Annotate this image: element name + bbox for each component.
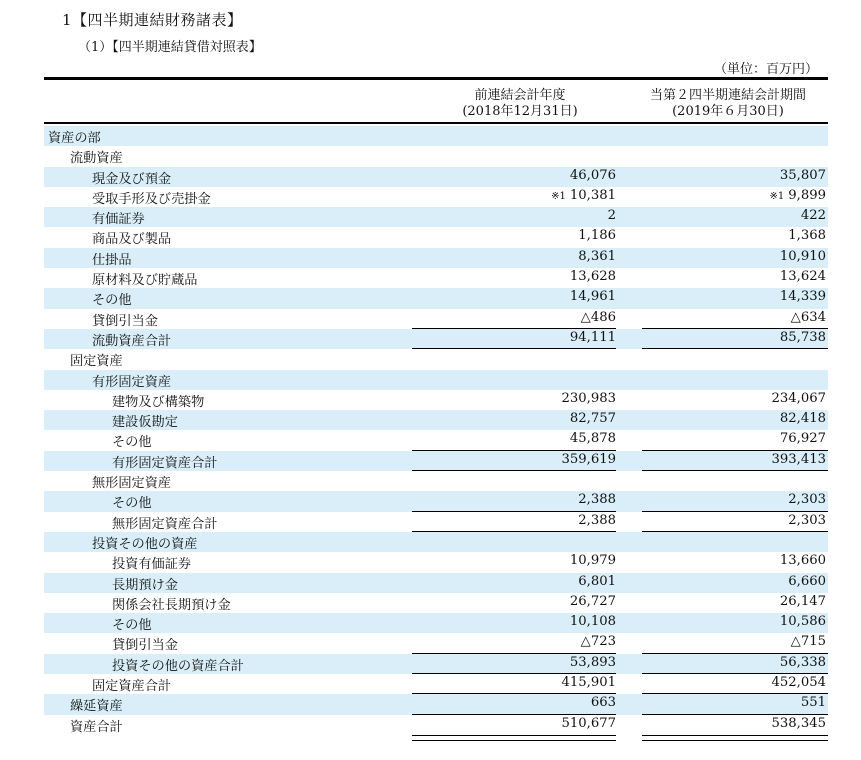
section-title: 1【四半期連結財務諸表】 <box>62 11 243 29</box>
table-row <box>44 126 828 146</box>
curr-value-text: 26,147 <box>779 593 826 609</box>
row-label: 有形固定資産 <box>92 374 172 390</box>
prev-value <box>570 168 616 183</box>
curr-value <box>788 228 826 243</box>
prev-value-text: 45,878 <box>569 431 616 447</box>
table-row <box>44 491 828 511</box>
curr-value <box>780 330 826 345</box>
prev-value-text: 10,108 <box>569 614 616 630</box>
curr-value <box>780 411 826 426</box>
curr-value-text: 2,303 <box>788 512 826 528</box>
prev-value-text: 46,076 <box>569 167 616 183</box>
curr-value <box>801 208 826 223</box>
prev-value <box>591 695 616 710</box>
row-label: 建物及び構築物 <box>112 394 205 410</box>
row-label: 仕掛品 <box>92 252 132 268</box>
table-row <box>44 715 828 735</box>
curr-value <box>788 574 826 589</box>
prev-value <box>561 675 616 690</box>
curr-value <box>788 513 826 528</box>
prev-value-text: 10,381 <box>569 187 616 203</box>
curr-value <box>780 655 826 670</box>
column-header-curr <box>628 88 828 120</box>
table-row <box>44 674 828 694</box>
prev-value-text: 663 <box>590 695 616 711</box>
curr-value-text: 422 <box>800 208 826 224</box>
curr-value-text: 13,660 <box>779 553 826 569</box>
table-row <box>44 471 828 491</box>
row-label: 長期預け金 <box>112 577 178 593</box>
curr-value <box>780 249 826 264</box>
prev-value-text: △723 <box>580 634 616 650</box>
prev-value-text: 2,388 <box>578 512 616 528</box>
prev-value <box>581 310 616 325</box>
prev-value-text: 14,961 <box>569 289 616 305</box>
curr-value-text: 452,054 <box>771 675 826 691</box>
row-label: 無形固定資産 <box>92 476 172 492</box>
table-row <box>44 370 828 390</box>
table-row <box>44 512 828 532</box>
table-row <box>44 593 828 613</box>
table-row <box>44 248 828 268</box>
curr-value <box>771 391 826 406</box>
prev-value-text: 8,361 <box>578 248 616 264</box>
header-rule <box>44 122 828 124</box>
curr-value <box>771 675 826 690</box>
prev-value-text: 94,111 <box>569 329 616 345</box>
row-label: 繰延資産 <box>70 699 123 715</box>
section-subtitle: （1）【四半期連結貸借対照表】 <box>78 40 262 55</box>
row-label: 流動資産合計 <box>92 333 172 349</box>
prev-value <box>570 289 616 304</box>
prev-value-text: 1,186 <box>578 228 616 244</box>
row-label: 有価証券 <box>92 212 145 228</box>
column-header-prev-line1: 前連結会計年度 <box>474 88 566 103</box>
curr-value-text: 551 <box>800 695 826 711</box>
table-row <box>44 451 828 471</box>
row-label: 投資その他の資産 <box>92 536 198 552</box>
table-row <box>44 654 828 674</box>
row-label: 貸倒引当金 <box>112 638 178 654</box>
curr-value-text: 538,345 <box>771 715 826 731</box>
row-label: その他 <box>92 293 132 309</box>
column-header-curr-line2: (2019年６月30日) <box>672 104 784 119</box>
table-row <box>44 329 828 349</box>
prev-value <box>570 269 616 284</box>
curr-value <box>801 695 826 710</box>
table-row <box>44 552 828 572</box>
prev-value <box>608 208 616 223</box>
row-label: その他 <box>112 435 152 451</box>
table-row <box>44 288 828 308</box>
curr-value <box>780 289 826 304</box>
row-label: 固定資産 <box>70 354 123 370</box>
prev-value <box>570 330 616 345</box>
prev-value-text: 415,901 <box>561 675 616 691</box>
column-header-prev-line2: (2018年12月31日) <box>462 104 578 119</box>
curr-value-text: 234,067 <box>771 390 826 406</box>
prev-value <box>570 614 616 629</box>
total-double-rule <box>642 735 828 741</box>
top-rule <box>44 77 828 80</box>
curr-value-text: 9,899 <box>788 187 826 203</box>
table-row <box>44 167 828 187</box>
row-label: 商品及び製品 <box>92 232 172 248</box>
curr-value <box>780 431 826 446</box>
prev-value-text: 13,628 <box>569 269 616 285</box>
row-label: 受取手形及び売掛金 <box>92 191 211 207</box>
prev-value-text: 2 <box>607 208 616 224</box>
prev-value-text: 359,619 <box>561 451 616 467</box>
prev-value <box>561 716 616 731</box>
table-row <box>44 349 828 369</box>
prev-value <box>578 574 616 589</box>
prev-value-text: 6,801 <box>578 573 616 589</box>
curr-value-text: △634 <box>790 309 826 325</box>
curr-value-text: 2,303 <box>788 492 826 508</box>
prev-value <box>561 391 616 406</box>
curr-value <box>780 594 826 609</box>
curr-value <box>791 634 826 649</box>
curr-value <box>771 716 826 731</box>
table-row <box>44 227 828 247</box>
prev-value <box>551 188 616 203</box>
curr-value <box>771 452 826 467</box>
row-label: 建設仮勘定 <box>112 415 178 431</box>
row-label: 無形固定資産合計 <box>112 516 218 532</box>
prev-value <box>578 249 616 264</box>
prev-value-text: 53,893 <box>569 654 616 670</box>
curr-value-text: 393,413 <box>771 451 826 467</box>
curr-value-text: 10,586 <box>779 614 826 630</box>
prev-value <box>561 452 616 467</box>
row-label: その他 <box>112 618 152 634</box>
prev-value-text: 26,727 <box>569 593 616 609</box>
row-label: その他 <box>112 496 152 512</box>
table-row <box>44 207 828 227</box>
column-header-prev <box>440 88 600 120</box>
curr-value-text: 10,910 <box>779 248 826 264</box>
table-row <box>44 633 828 653</box>
prev-value <box>570 594 616 609</box>
row-label: 有形固定資産合計 <box>112 455 218 471</box>
row-label: 関係会社長期預け金 <box>112 597 231 613</box>
prev-value-text: 10,979 <box>569 553 616 569</box>
note-mark: ※1 <box>769 190 785 202</box>
curr-value-text: 14,339 <box>779 289 826 305</box>
column-header-curr-line1: 当第２四半期連結会計期間 <box>649 88 806 103</box>
row-label: 投資その他の資産合計 <box>112 658 244 674</box>
prev-value-text: △486 <box>580 309 616 325</box>
curr-value <box>769 188 826 203</box>
curr-value-text: 6,660 <box>788 573 826 589</box>
curr-value-text: 56,338 <box>779 654 826 670</box>
row-label: 貸倒引当金 <box>92 313 158 329</box>
curr-value <box>791 310 826 325</box>
curr-value-text: 82,418 <box>779 411 826 427</box>
table-row <box>44 390 828 410</box>
row-label: 資産の部 <box>48 131 101 146</box>
curr-value-text: 85,738 <box>779 329 826 345</box>
curr-value-text: △715 <box>790 634 826 650</box>
prev-value-text: 2,388 <box>578 492 616 508</box>
prev-value <box>570 655 616 670</box>
prev-value <box>578 492 616 507</box>
prev-value <box>578 513 616 528</box>
table-row <box>44 694 828 714</box>
row-label: 投資有価証券 <box>112 557 192 573</box>
prev-value <box>581 634 616 649</box>
prev-value <box>570 431 616 446</box>
table-row <box>44 410 828 430</box>
prev-value <box>570 553 616 568</box>
table-row <box>44 613 828 633</box>
table-row <box>44 146 828 166</box>
curr-value-text: 76,927 <box>779 431 826 447</box>
curr-value <box>780 614 826 629</box>
curr-value <box>780 553 826 568</box>
row-label: 資産合計 <box>70 719 123 735</box>
table-row <box>44 573 828 593</box>
row-label: 原材料及び貯蔵品 <box>92 273 198 289</box>
prev-value-text: 510,677 <box>561 715 616 731</box>
table-row <box>44 309 828 329</box>
row-label: 現金及び預金 <box>92 171 172 187</box>
prev-value <box>578 228 616 243</box>
table-row <box>44 532 828 552</box>
prev-value-text: 82,757 <box>569 411 616 427</box>
note-mark: ※1 <box>551 190 566 202</box>
unit-label: （単位：百万円） <box>714 62 819 77</box>
row-label: 流動資産 <box>70 151 123 167</box>
curr-value <box>780 269 826 284</box>
curr-value <box>788 492 826 507</box>
curr-value-text: 35,807 <box>779 167 826 183</box>
prev-value <box>570 411 616 426</box>
curr-value-text: 13,624 <box>779 269 826 285</box>
total-double-rule <box>412 735 616 741</box>
curr-value-text: 1,368 <box>788 228 826 244</box>
balance-sheet-table <box>44 126 828 735</box>
curr-value <box>780 168 826 183</box>
table-row <box>44 430 828 450</box>
prev-value-text: 230,983 <box>561 390 616 406</box>
table-row <box>44 268 828 288</box>
table-row <box>44 187 828 207</box>
row-label: 固定資産合計 <box>92 679 172 695</box>
